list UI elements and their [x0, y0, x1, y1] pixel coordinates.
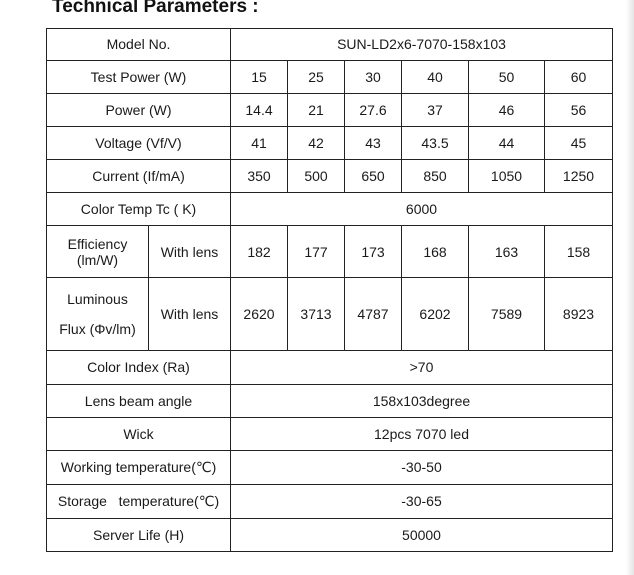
server-life-label: Server Life (H) [47, 518, 231, 551]
technical-parameters-table [46, 28, 613, 552]
current-label: Current (If/mA) [47, 160, 231, 193]
voltage-cell: 43.5 [402, 127, 469, 160]
row-color-temp [47, 193, 613, 226]
color-temp-value: 6000 [231, 193, 613, 226]
luminous-flux-cell: 6202 [402, 278, 469, 350]
efficiency-cell: 163 [469, 226, 545, 278]
color-temp-label: Color Temp Tc ( K) [47, 193, 231, 226]
current-cell: 1250 [545, 160, 613, 193]
color-index-value: >70 [231, 350, 613, 384]
efficiency-cell: 177 [288, 226, 345, 278]
row-wick [47, 417, 613, 450]
model-value: SUN-LD2x6-7070-158x103 [231, 29, 613, 61]
color-index-label: Color Index (Ra) [47, 350, 231, 384]
wick-label: Wick [47, 417, 231, 450]
luminous-flux-label-line2: Flux (Φv/lm) [59, 321, 136, 338]
test-power-cell: 40 [402, 61, 469, 94]
efficiency-label-line1: Efficiency [67, 235, 128, 252]
row-voltage [47, 127, 613, 160]
power-cell: 56 [545, 94, 613, 127]
row-power [47, 94, 613, 127]
luminous-flux-cell: 8923 [545, 278, 613, 350]
working-temp-value: -30-50 [231, 450, 613, 484]
working-temp-label: Working temperature(℃) [47, 450, 231, 484]
storage-temp-label: Storage temperature(℃) [47, 484, 231, 518]
voltage-label: Voltage (Vf/V) [47, 127, 231, 160]
storage-temp-value: -30-65 [231, 484, 613, 518]
row-test-power [47, 61, 613, 94]
efficiency-label [47, 226, 149, 278]
row-storage-temp [47, 484, 613, 518]
efficiency-label-line2: (lm/W) [76, 251, 119, 268]
page-edge-shadow [626, 0, 634, 575]
voltage-cell: 44 [469, 127, 545, 160]
beam-angle-value: 158x103degree [231, 384, 613, 417]
current-cell: 650 [345, 160, 402, 193]
power-cell: 27.6 [345, 94, 402, 127]
test-power-cell: 15 [231, 61, 288, 94]
row-current [47, 160, 613, 193]
luminous-flux-cell: 2620 [231, 278, 288, 350]
row-color-index [47, 350, 613, 384]
luminous-flux-sub-label: With lens [149, 278, 231, 350]
efficiency-cell: 168 [402, 226, 469, 278]
row-beam-angle [47, 384, 613, 417]
row-luminous-flux [47, 278, 613, 350]
voltage-cell: 43 [345, 127, 402, 160]
row-server-life [47, 518, 613, 551]
current-cell: 500 [288, 160, 345, 193]
luminous-flux-cell: 7589 [469, 278, 545, 350]
voltage-cell: 41 [231, 127, 288, 160]
power-cell: 21 [288, 94, 345, 127]
section-title: Technical Parameters : [52, 0, 259, 17]
power-cell: 46 [469, 94, 545, 127]
efficiency-cell: 182 [231, 226, 288, 278]
row-working-temp [47, 450, 613, 484]
power-label: Power (W) [47, 94, 231, 127]
row-model [47, 29, 613, 61]
luminous-flux-cell: 3713 [288, 278, 345, 350]
model-label: Model No. [47, 29, 231, 61]
test-power-cell: 25 [288, 61, 345, 94]
power-cell: 37 [402, 94, 469, 127]
luminous-flux-label-line1: Luminous [67, 290, 128, 307]
test-power-cell: 50 [469, 61, 545, 94]
wick-value: 12pcs 7070 led [231, 417, 613, 450]
test-power-cell: 30 [345, 61, 402, 94]
current-cell: 850 [402, 160, 469, 193]
luminous-flux-cell: 4787 [345, 278, 402, 350]
row-efficiency [47, 226, 613, 278]
current-cell: 1050 [469, 160, 545, 193]
efficiency-cell: 158 [545, 226, 613, 278]
current-cell: 350 [231, 160, 288, 193]
beam-angle-label: Lens beam angle [47, 384, 231, 417]
luminous-flux-label [47, 278, 149, 350]
server-life-value: 50000 [231, 518, 613, 551]
power-cell: 14.4 [231, 94, 288, 127]
efficiency-sub-label: With lens [149, 226, 231, 278]
voltage-cell: 42 [288, 127, 345, 160]
test-power-cell: 60 [545, 61, 613, 94]
efficiency-cell: 173 [345, 226, 402, 278]
voltage-cell: 45 [545, 127, 613, 160]
test-power-label: Test Power (W) [47, 61, 231, 94]
